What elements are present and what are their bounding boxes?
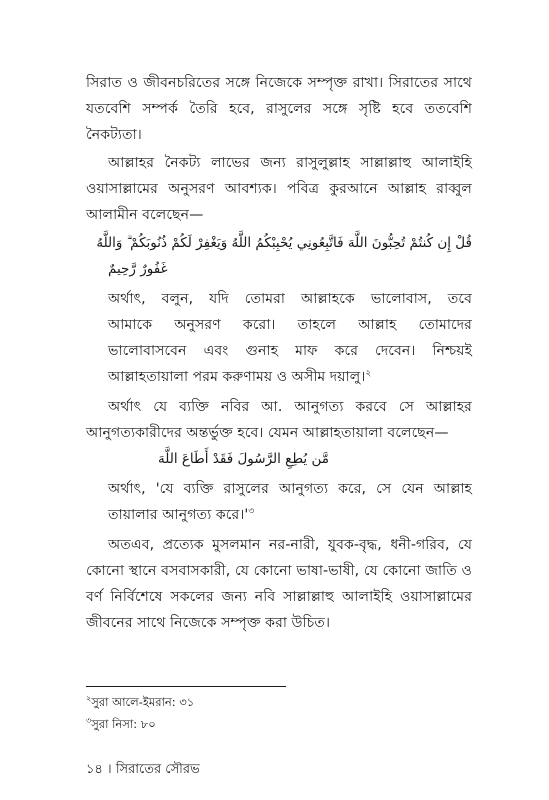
quote-line: অর্থাৎ, 'যে ব্যক্তি রাসুলের আনুগত্য করে, সে যেন আল্লাহ: [108, 481, 472, 497]
quote-line: [108, 364, 472, 390]
body-line: যতবেশি সম্পর্ক তৈরি হবে, রাসুলের সঙ্গে সৃষ্টি হবে ততবেশি: [86, 101, 472, 117]
footnote-mark: ৩: [86, 716, 92, 726]
footnote-text: সুরা আলে-ইমরান: ৩১: [91, 695, 195, 709]
quote-line: অর্থাৎ, বলুন, যদি তোমরা আল্লাহকে ভালোবাস, তবে: [108, 291, 472, 307]
footnote: [86, 694, 194, 710]
page-number: ১৪: [86, 762, 103, 777]
footnote-divider: [86, 686, 286, 687]
quote-line: ভালোবাসবেন এবং গুনাহ মাফ করে দেবেন। নিশ্চয়ই: [108, 343, 472, 359]
body-line: জীবনের সাথে নিজেকে সম্পৃক্ত করা উচিত।: [86, 615, 331, 631]
quote-line: আমাকে অনুসরণ করো। তাহলে আল্লাহ তোমাদের: [108, 317, 472, 333]
footer-separator: ।: [107, 762, 112, 777]
body-line: অর্থাৎ যে ব্যক্তি নবির আ. আনুগত্য করবে সে আল্লাহর: [108, 399, 472, 415]
body-line: আল্লাহর নৈকট্য লাভের জন্য রাসুলুল্লাহ সাল্লাল্লাহু আলাইহি: [108, 155, 472, 171]
footnote-mark: ২: [86, 694, 92, 704]
body-line: সিরাত ও জীবনচরিতের সঙ্গে নিজেকে সম্পৃক্ত রাখা। সিরাতের সাথে: [86, 75, 472, 91]
footnote-text: সুরা নিসা: ৮০: [91, 717, 156, 731]
body-line: আলামীন বলেছেন—: [86, 207, 204, 223]
arabic-verse: مَّن يُطِعِ الرَّسُولَ فَقَدْ أَطَاعَ اللَّهَ: [158, 451, 329, 467]
book-title: সিরাতের সৌরভ: [115, 762, 200, 777]
footnote-ref[interactable]: ২: [365, 368, 372, 379]
body-line: বর্ণ নির্বিশেষে সকলের জন্য নবি সাল্লাল্লাহু আলাইহি ওয়াসাল্লামের: [86, 589, 472, 605]
body-line: ওয়াসাল্লামের অনুসরণ আবশ্যক। পবিত্র কুরআনে আল্লাহ রাব্বুল: [86, 181, 472, 197]
quote-text: আল্লাহতায়ালা পরম করুণাময় ও অসীম দয়ালু।: [108, 369, 366, 385]
body-line: নৈকট্যতা।: [86, 127, 142, 143]
quote-text: তায়ালার আনুগত্য করে।': [108, 507, 249, 523]
footnote: [86, 716, 156, 732]
body-line: আনুগত্যকারীদের অন্তর্ভুক্ত হবে। যেমন আল্লাহতায়ালা বলেছেন—: [86, 425, 449, 441]
quote-line: [108, 502, 472, 528]
body-line: কোনো স্থানে বসবাসকারী, যে কোনো ভাষা-ভাষী, যে কোনো জাতি ও: [86, 563, 472, 579]
body-line: অতএব, প্রত্যেক মুসলমান নর-নারী, যুবক-বৃদ্ধ, ধনী-গরিব, যে: [108, 537, 472, 553]
page-footer: [86, 761, 200, 779]
arabic-verse: قُلْ إِن كُنتُمْ تُحِبُّونَ اللَّهَ فَاتَّبِعُونِي يُحْبِبْكُمُ اللَّهُ وَيَغْفِرْ لَكُمْ ذُنُوبَكُمْ ۗ وَاللَّهُ: [96, 235, 472, 251]
footnote-ref[interactable]: ৩: [248, 506, 255, 517]
arabic-verse: غَفُورٌ رَّحِيمٌ: [108, 261, 168, 277]
